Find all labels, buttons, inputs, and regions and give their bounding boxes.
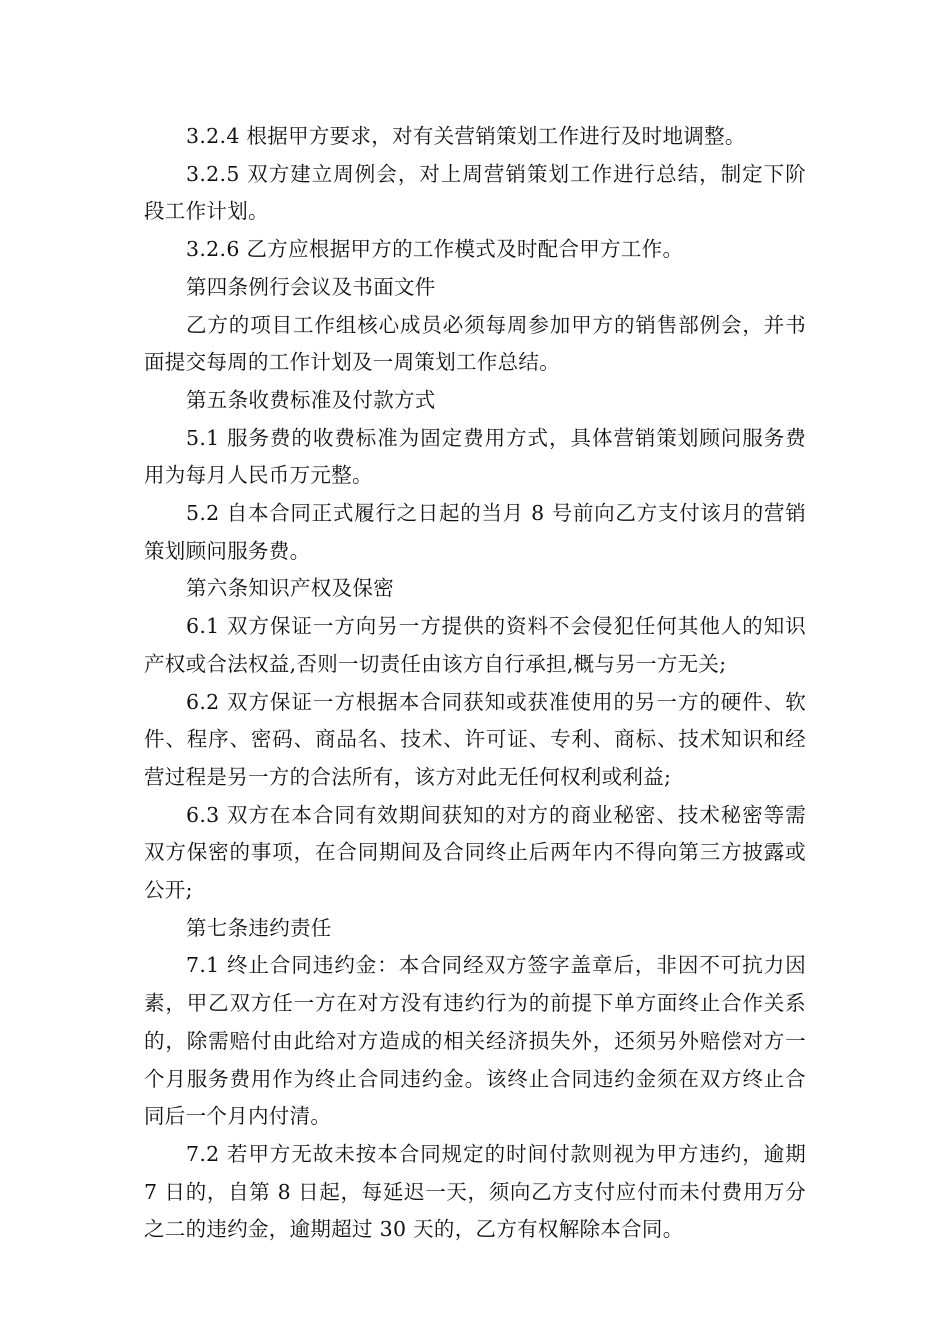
- clause-7-2: 7.2 若甲方无故未按本合同规定的时间付款则视为甲方违约，逾期 7 日的，自第 8 日起，每延迟一天，须向乙方支付应付而未付费用万分之二的违约金，逾期超过 30 天的，乙方有权解除本合同。: [144, 1141, 806, 1242]
- clause-6-3: 6.3 双方在本合同有效期间获知的对方的商业秘密、技术秘密等需双方保密的事项，在合同期间及合同终止后两年内不得向第三方披露或公开;: [144, 802, 806, 903]
- article-5-heading: 第五条收费标准及付款方式: [186, 387, 436, 412]
- clause-6-2: 6.2 双方保证一方根据本合同获知或获准使用的另一方的硬件、软件、程序、密码、商品名、技术、许可证、专利、商标、技术知识和经营过程是另一方的合法所有，该方对此无任何权利或利益;: [144, 689, 806, 789]
- clause-3-2-6: 3.2.6 乙方应根据甲方的工作模式及时配合甲方工作。: [186, 237, 684, 262]
- article-6-heading: 第六条知识产权及保密: [186, 576, 394, 601]
- document-body: [144, 118, 806, 1249]
- clause-3-2-5: 3.2.5 双方建立周例会，对上周营销策划工作进行总结，制定下阶段工作计划。: [144, 161, 806, 224]
- clause-5-1: 5.1 服务费的收费标准为固定费用方式，具体营销策划顾问服务费用为每月人民币万元整。: [144, 425, 806, 488]
- clause-5-2: 5.2 自本合同正式履行之日起的当月 8 号前向乙方支付该月的营销策划顾问服务费。: [144, 501, 806, 563]
- article-4-heading: 第四条例行会议及书面文件: [186, 274, 436, 299]
- clause-3-2-4: 3.2.4 根据甲方要求，对有关营销策划工作进行及时地调整。: [186, 124, 746, 148]
- clause-7-1: 7.1 终止合同违约金：本合同经双方签字盖章后，非因不可抗力因素，甲乙双方任一方在对方没有违约行为的前提下单方面终止合作关系的，除需赔付由此给对方造成的相关经济损失外，还须另外赔偿对方一个月服务费用作为终止合同违约金。该终止合同违约金须在双方终止合同后一个月内付清。: [144, 953, 806, 1129]
- clause-6-1: 6.1 双方保证一方向另一方提供的资料不会侵犯任何其他人的知识产权或合法权益,否则一切责任由该方自行承担,概与另一方无关;: [144, 614, 806, 676]
- article-7-heading: 第七条违约责任: [186, 915, 332, 940]
- article-4-body: 乙方的项目工作组核心成员必须每周参加甲方的销售部例会，并书面提交每周的工作计划及一周策划工作总结。: [144, 312, 806, 375]
